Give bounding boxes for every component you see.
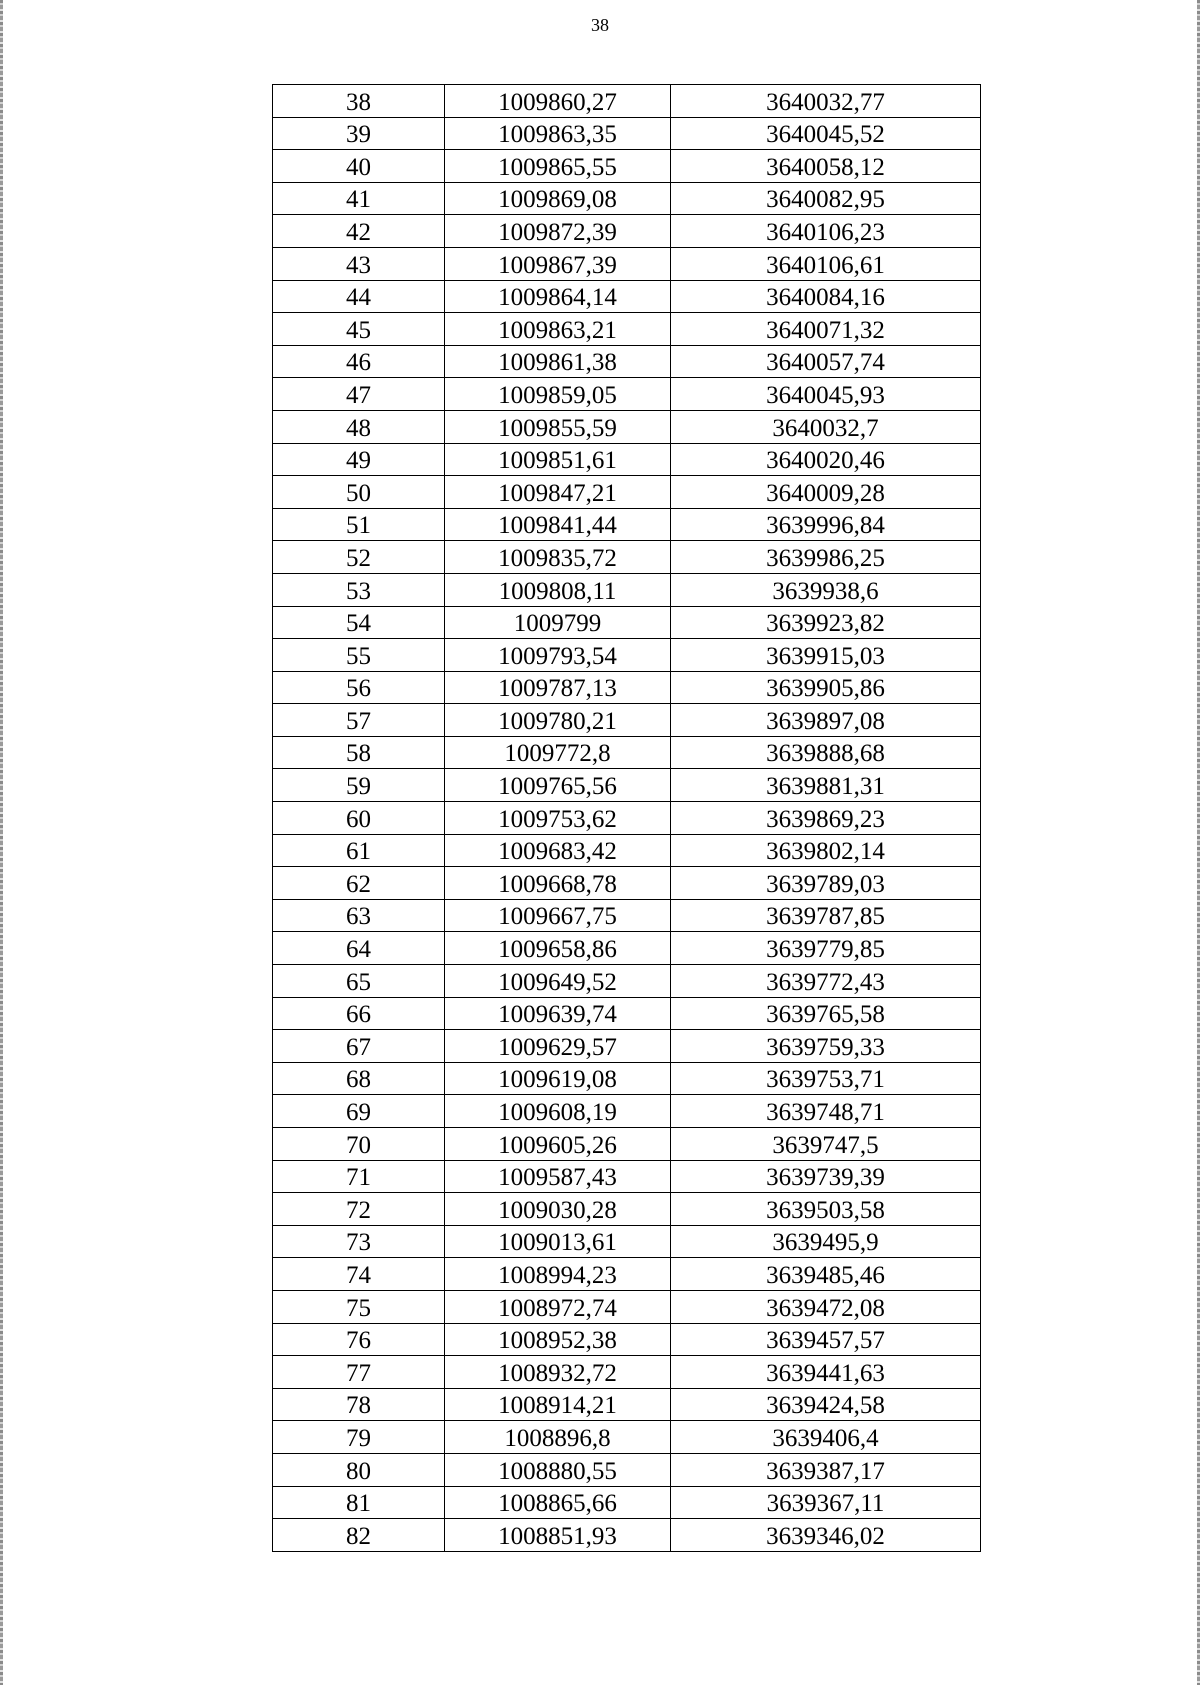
table-row — [273, 410, 981, 443]
point-number-cell: 52 — [273, 541, 445, 574]
coordinate-x-cell: 1008896,8 — [445, 1421, 671, 1454]
coordinate-x-cell: 1009787,13 — [445, 671, 671, 704]
coordinate-y-cell: 3639759,33 — [671, 1030, 981, 1063]
coordinates-table — [272, 84, 981, 1552]
table-row — [273, 313, 981, 346]
coordinate-x-cell: 1009863,21 — [445, 313, 671, 346]
point-number-cell: 74 — [273, 1258, 445, 1291]
table-row — [273, 1030, 981, 1063]
coordinate-x-cell: 1009860,27 — [445, 85, 671, 118]
point-number-cell: 81 — [273, 1486, 445, 1519]
table-row — [273, 280, 981, 313]
coordinate-x-cell: 1009864,14 — [445, 280, 671, 313]
table-row — [273, 150, 981, 183]
coordinate-y-cell: 3639869,23 — [671, 802, 981, 835]
coordinate-y-cell: 3639739,39 — [671, 1160, 981, 1193]
coordinate-x-cell: 1009847,21 — [445, 476, 671, 509]
table-row — [273, 606, 981, 639]
point-number-cell: 64 — [273, 932, 445, 965]
coordinate-x-cell: 1009861,38 — [445, 345, 671, 378]
coordinate-x-cell: 1009780,21 — [445, 704, 671, 737]
point-number-cell: 68 — [273, 1062, 445, 1095]
point-number-cell: 48 — [273, 410, 445, 443]
coordinate-x-cell: 1009867,39 — [445, 247, 671, 280]
coordinate-x-cell: 1009587,43 — [445, 1160, 671, 1193]
point-number-cell: 73 — [273, 1225, 445, 1258]
point-number-cell: 79 — [273, 1421, 445, 1454]
point-number-cell: 75 — [273, 1290, 445, 1323]
point-number-cell: 80 — [273, 1453, 445, 1486]
coordinate-y-cell: 3640032,77 — [671, 85, 981, 118]
coordinate-y-cell: 3640106,23 — [671, 215, 981, 248]
coordinate-y-cell: 3639802,14 — [671, 834, 981, 867]
coordinate-x-cell: 1009013,61 — [445, 1225, 671, 1258]
table-row — [273, 867, 981, 900]
table-row — [273, 541, 981, 574]
coordinate-y-cell: 3640045,93 — [671, 378, 981, 411]
point-number-cell: 66 — [273, 997, 445, 1030]
coordinate-y-cell: 3639472,08 — [671, 1290, 981, 1323]
coordinates-table-body — [273, 85, 981, 1552]
point-number-cell: 65 — [273, 965, 445, 998]
coordinate-y-cell: 3639915,03 — [671, 639, 981, 672]
coordinate-y-cell: 3640045,52 — [671, 117, 981, 150]
table-row — [273, 1160, 981, 1193]
table-row — [273, 1258, 981, 1291]
table-row — [273, 1519, 981, 1552]
coordinate-y-cell: 3639986,25 — [671, 541, 981, 574]
point-number-cell: 71 — [273, 1160, 445, 1193]
coordinate-x-cell: 1009683,42 — [445, 834, 671, 867]
coordinate-y-cell: 3639748,71 — [671, 1095, 981, 1128]
coordinate-y-cell: 3639881,31 — [671, 769, 981, 802]
table-row — [273, 1225, 981, 1258]
table-row — [273, 378, 981, 411]
table-row — [273, 215, 981, 248]
point-number-cell: 38 — [273, 85, 445, 118]
coordinate-y-cell: 3640106,61 — [671, 247, 981, 280]
point-number-cell: 67 — [273, 1030, 445, 1063]
point-number-cell: 39 — [273, 117, 445, 150]
coordinate-x-cell: 1009869,08 — [445, 182, 671, 215]
point-number-cell: 57 — [273, 704, 445, 737]
point-number-cell: 69 — [273, 1095, 445, 1128]
coordinate-y-cell: 3639367,11 — [671, 1486, 981, 1519]
coordinate-x-cell: 1008865,66 — [445, 1486, 671, 1519]
table-row — [273, 1193, 981, 1226]
coordinate-x-cell: 1009793,54 — [445, 639, 671, 672]
coordinate-x-cell: 1009772,8 — [445, 736, 671, 769]
coordinate-x-cell: 1009605,26 — [445, 1128, 671, 1161]
coordinate-y-cell: 3640058,12 — [671, 150, 981, 183]
coordinate-y-cell: 3639888,68 — [671, 736, 981, 769]
coordinate-y-cell: 3639406,4 — [671, 1421, 981, 1454]
point-number-cell: 59 — [273, 769, 445, 802]
coordinate-y-cell: 3639765,58 — [671, 997, 981, 1030]
point-number-cell: 40 — [273, 150, 445, 183]
point-number-cell: 58 — [273, 736, 445, 769]
table-row — [273, 1421, 981, 1454]
coordinate-y-cell: 3640020,46 — [671, 443, 981, 476]
coordinate-y-cell: 3640057,74 — [671, 345, 981, 378]
table-row — [273, 182, 981, 215]
scan-edge-left — [0, 0, 3, 1685]
point-number-cell: 46 — [273, 345, 445, 378]
coordinate-x-cell: 1009851,61 — [445, 443, 671, 476]
table-row — [273, 834, 981, 867]
coordinate-y-cell: 3639387,17 — [671, 1453, 981, 1486]
point-number-cell: 72 — [273, 1193, 445, 1226]
coordinate-y-cell: 3639923,82 — [671, 606, 981, 639]
coordinate-y-cell: 3639789,03 — [671, 867, 981, 900]
table-row — [273, 932, 981, 965]
table-row — [273, 1453, 981, 1486]
point-number-cell: 70 — [273, 1128, 445, 1161]
coordinate-y-cell: 3639779,85 — [671, 932, 981, 965]
point-number-cell: 55 — [273, 639, 445, 672]
table-row — [273, 899, 981, 932]
table-row — [273, 1095, 981, 1128]
table-row — [273, 508, 981, 541]
table-row — [273, 802, 981, 835]
table-row — [273, 769, 981, 802]
coordinate-x-cell: 1009841,44 — [445, 508, 671, 541]
coordinate-x-cell: 1009855,59 — [445, 410, 671, 443]
coordinate-x-cell: 1009859,05 — [445, 378, 671, 411]
table-row — [273, 997, 981, 1030]
page-number: 38 — [591, 15, 609, 35]
coordinate-x-cell: 1008994,23 — [445, 1258, 671, 1291]
coordinate-x-cell: 1009865,55 — [445, 150, 671, 183]
point-number-cell: 78 — [273, 1388, 445, 1421]
table-row — [273, 1062, 981, 1095]
point-number-cell: 60 — [273, 802, 445, 835]
table-row — [273, 476, 981, 509]
point-number-cell: 61 — [273, 834, 445, 867]
point-number-cell: 50 — [273, 476, 445, 509]
coordinate-y-cell: 3639457,57 — [671, 1323, 981, 1356]
coordinate-x-cell: 1009639,74 — [445, 997, 671, 1030]
table-row — [273, 1290, 981, 1323]
coordinate-x-cell: 1009658,86 — [445, 932, 671, 965]
coordinate-x-cell: 1009765,56 — [445, 769, 671, 802]
coordinate-x-cell: 1009649,52 — [445, 965, 671, 998]
point-number-cell: 47 — [273, 378, 445, 411]
table-row — [273, 1128, 981, 1161]
table-row — [273, 247, 981, 280]
coordinate-x-cell: 1009753,62 — [445, 802, 671, 835]
table-row — [273, 1356, 981, 1389]
coordinate-y-cell: 3639897,08 — [671, 704, 981, 737]
coordinate-x-cell: 1009863,35 — [445, 117, 671, 150]
coordinate-x-cell: 1009667,75 — [445, 899, 671, 932]
coordinate-y-cell: 3639938,6 — [671, 573, 981, 606]
coordinate-x-cell: 1009872,39 — [445, 215, 671, 248]
coordinate-x-cell: 1008880,55 — [445, 1453, 671, 1486]
coordinate-y-cell: 3639495,9 — [671, 1225, 981, 1258]
table-row — [273, 1388, 981, 1421]
coordinate-y-cell: 3639753,71 — [671, 1062, 981, 1095]
coordinate-x-cell: 1009668,78 — [445, 867, 671, 900]
coordinate-x-cell: 1008932,72 — [445, 1356, 671, 1389]
coordinate-y-cell: 3639424,58 — [671, 1388, 981, 1421]
coordinate-y-cell: 3639747,5 — [671, 1128, 981, 1161]
coordinate-x-cell: 1009030,28 — [445, 1193, 671, 1226]
point-number-cell: 82 — [273, 1519, 445, 1552]
coordinate-x-cell: 1008851,93 — [445, 1519, 671, 1552]
coordinate-x-cell: 1008972,74 — [445, 1290, 671, 1323]
coordinate-y-cell: 3640009,28 — [671, 476, 981, 509]
coordinate-y-cell: 3639996,84 — [671, 508, 981, 541]
table-row — [273, 573, 981, 606]
point-number-cell: 45 — [273, 313, 445, 346]
point-number-cell: 54 — [273, 606, 445, 639]
table-row — [273, 443, 981, 476]
table-row — [273, 704, 981, 737]
coordinate-y-cell: 3640082,95 — [671, 182, 981, 215]
coordinate-y-cell: 3640084,16 — [671, 280, 981, 313]
coordinate-x-cell: 1009619,08 — [445, 1062, 671, 1095]
point-number-cell: 41 — [273, 182, 445, 215]
coordinate-y-cell: 3639503,58 — [671, 1193, 981, 1226]
coordinate-y-cell: 3639787,85 — [671, 899, 981, 932]
point-number-cell: 56 — [273, 671, 445, 704]
coordinate-x-cell: 1009629,57 — [445, 1030, 671, 1063]
point-number-cell: 62 — [273, 867, 445, 900]
coordinate-x-cell: 1008952,38 — [445, 1323, 671, 1356]
point-number-cell: 43 — [273, 247, 445, 280]
table-row — [273, 965, 981, 998]
coordinate-y-cell: 3640032,7 — [671, 410, 981, 443]
point-number-cell: 44 — [273, 280, 445, 313]
table-row — [273, 1323, 981, 1356]
table-row — [273, 345, 981, 378]
coordinate-x-cell: 1008914,21 — [445, 1388, 671, 1421]
point-number-cell: 42 — [273, 215, 445, 248]
point-number-cell: 51 — [273, 508, 445, 541]
coordinate-y-cell: 3639485,46 — [671, 1258, 981, 1291]
coordinate-x-cell: 1009808,11 — [445, 573, 671, 606]
coordinate-x-cell: 1009799 — [445, 606, 671, 639]
coordinate-y-cell: 3639346,02 — [671, 1519, 981, 1552]
table-row — [273, 117, 981, 150]
point-number-cell: 76 — [273, 1323, 445, 1356]
table-row — [273, 639, 981, 672]
point-number-cell: 63 — [273, 899, 445, 932]
coordinate-y-cell: 3639441,63 — [671, 1356, 981, 1389]
table-row — [273, 671, 981, 704]
table-row — [273, 736, 981, 769]
coordinate-y-cell: 3639772,43 — [671, 965, 981, 998]
coordinate-x-cell: 1009835,72 — [445, 541, 671, 574]
coordinate-y-cell: 3640071,32 — [671, 313, 981, 346]
point-number-cell: 49 — [273, 443, 445, 476]
point-number-cell: 77 — [273, 1356, 445, 1389]
table-row — [273, 85, 981, 118]
coordinate-x-cell: 1009608,19 — [445, 1095, 671, 1128]
coordinate-y-cell: 3639905,86 — [671, 671, 981, 704]
point-number-cell: 53 — [273, 573, 445, 606]
table-row — [273, 1486, 981, 1519]
